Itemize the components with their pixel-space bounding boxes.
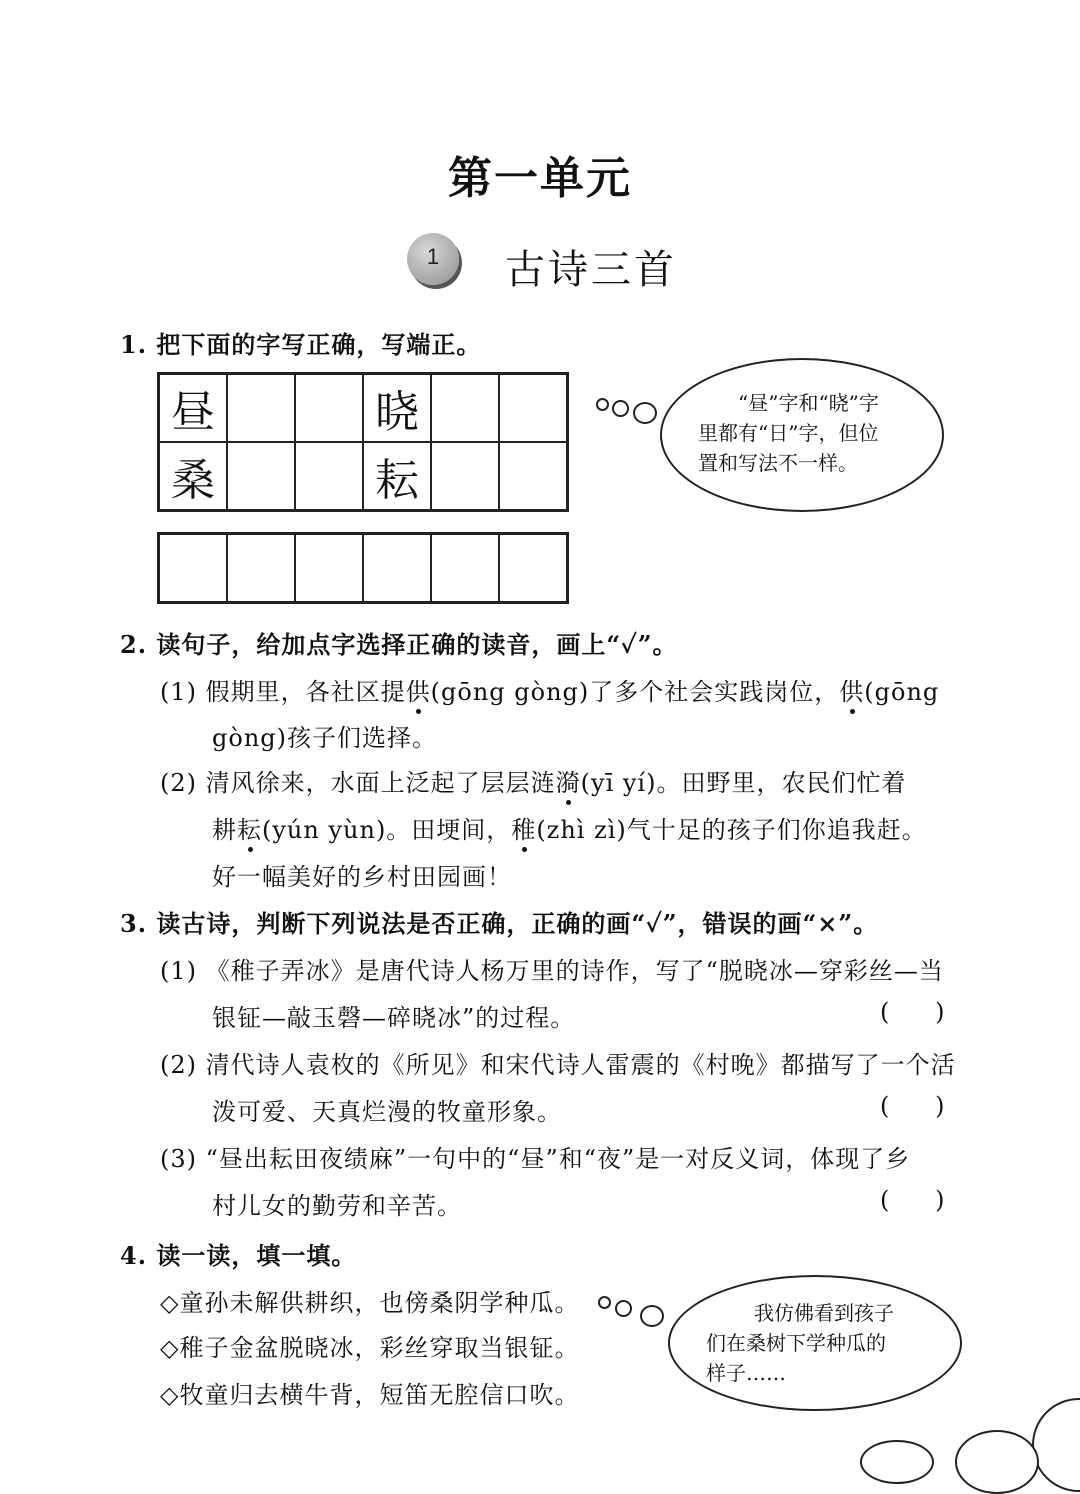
q3-item-3-line-2: 村儿女的勤劳和辛苦。 bbox=[212, 1192, 462, 1220]
grid-row-3 bbox=[159, 534, 568, 603]
poem-line: ◇稚子金盆脱晓冰，彩丝穿取当银钲。 bbox=[160, 1334, 580, 1362]
tip-line: 置和写法不一样。 bbox=[698, 451, 858, 475]
grid-row-2 bbox=[159, 442, 568, 511]
decorative-cloud bbox=[860, 1440, 934, 1484]
thought-bubble-dot bbox=[615, 1300, 632, 1317]
item-number: (2) bbox=[160, 769, 197, 797]
dotted-char: 稚 bbox=[511, 816, 537, 844]
grid-cell[interactable] bbox=[499, 442, 568, 511]
statement-text: “昼出耘田夜绩麻”一句中的“昼”和“夜”是一对反义词，体现了乡 bbox=[205, 1145, 911, 1173]
grid-cell[interactable] bbox=[295, 534, 363, 603]
answer-blank[interactable]: ( ) bbox=[880, 998, 945, 1026]
q2-item-1-line-1 bbox=[160, 672, 939, 707]
item-number: (3) bbox=[160, 1145, 197, 1173]
pinyin-choices[interactable]: (yún yùn)。田埂间， bbox=[262, 816, 512, 844]
tip-cloud-2-text bbox=[706, 1298, 936, 1388]
thought-bubble-dot bbox=[640, 1305, 664, 1327]
tip-line: 样子…… bbox=[706, 1361, 786, 1385]
grid-row-1 bbox=[159, 374, 568, 443]
question-1-heading: 1. 把下面的字写正确，写端正。 bbox=[120, 330, 482, 359]
grid-cell[interactable] bbox=[431, 374, 499, 443]
answer-blank[interactable]: ( ) bbox=[880, 1092, 945, 1120]
writing-grid-2 bbox=[157, 532, 569, 604]
tip-cloud-1-text bbox=[698, 388, 918, 478]
sentence-text: 清风徐来，水面上泛起了层层涟 bbox=[205, 769, 556, 797]
sentence-text: 假期里，各社区提 bbox=[205, 678, 406, 706]
lesson-number-badge: 1 bbox=[407, 233, 459, 285]
thought-bubble-dot bbox=[596, 398, 609, 411]
grid-cell: 昼 bbox=[159, 374, 228, 443]
grid-cell: 桑 bbox=[159, 442, 228, 511]
q3-item-2-line-1 bbox=[160, 1045, 956, 1080]
dotted-char: 供 bbox=[405, 678, 431, 706]
question-3-heading: 3. 读古诗，判断下列说法是否正确，正确的画“✓”，错误的画“×”。 bbox=[120, 909, 879, 938]
q2-item-2-line-1 bbox=[160, 763, 906, 798]
tip-line: 我仿佛看到孩子 bbox=[754, 1301, 894, 1325]
grid-cell[interactable] bbox=[227, 374, 295, 443]
q3-item-2-line-2: 泼可爱、天真烂漫的牧童形象。 bbox=[212, 1098, 562, 1126]
decorative-cloud bbox=[1032, 1398, 1080, 1492]
writing-grid-1 bbox=[157, 372, 569, 512]
tip-line: “昼”字和“晓”字 bbox=[738, 391, 879, 415]
decorative-cloud bbox=[955, 1430, 1039, 1494]
item-number: (1) bbox=[160, 957, 197, 985]
pinyin-choices[interactable]: (gōng bbox=[864, 678, 940, 706]
statement-text: 清代诗人袁枚的《所见》和宋代诗人雷震的《村晚》都描写了一个活 bbox=[205, 1051, 956, 1079]
item-number: (2) bbox=[160, 1051, 197, 1079]
thought-bubble-dot bbox=[612, 400, 629, 417]
q2-item-1-line-2[interactable]: gòng)孩子们选择。 bbox=[212, 724, 437, 752]
thought-bubble-dot bbox=[633, 402, 657, 424]
q2-item-2-line-2 bbox=[212, 810, 927, 845]
grid-cell[interactable] bbox=[295, 374, 363, 443]
q2-item-2-line-3: 好一幅美好的乡村田园画！ bbox=[212, 863, 512, 891]
question-2-heading: 2. 读句子，给加点字选择正确的读音，画上“✓”。 bbox=[120, 630, 678, 659]
grid-cell[interactable] bbox=[227, 442, 295, 511]
poem-line: ◇童孙未解供耕织，也傍桑阴学种瓜。 bbox=[160, 1289, 580, 1317]
sentence-text: 耕 bbox=[212, 816, 237, 844]
poem-line: ◇牧童归去横牛背，短笛无腔信口吹。 bbox=[160, 1381, 580, 1409]
grid-cell[interactable] bbox=[431, 534, 499, 603]
pinyin-choices[interactable]: (gōng gòng)了多个社会实践岗位， bbox=[430, 678, 840, 706]
grid-cell[interactable] bbox=[431, 442, 499, 511]
pinyin-choices[interactable]: (yī yí)。田野里，农民们忙着 bbox=[580, 769, 907, 797]
lesson-title: 古诗三首 bbox=[505, 247, 677, 293]
grid-cell[interactable] bbox=[499, 374, 568, 443]
dotted-char: 漪 bbox=[555, 769, 581, 797]
grid-cell: 耘 bbox=[363, 442, 431, 511]
answer-blank[interactable]: ( ) bbox=[880, 1186, 945, 1214]
dotted-char: 供 bbox=[839, 678, 865, 706]
grid-cell[interactable] bbox=[159, 534, 228, 603]
dotted-char: 耘 bbox=[237, 816, 262, 844]
statement-text: 《稚子弄冰》是唐代诗人杨万里的诗作，写了“脱晓冰—穿彩丝—当 bbox=[205, 957, 944, 985]
tip-line: 里都有“日”字，但位 bbox=[698, 421, 879, 445]
q3-item-1-line-2: 银钲—敲玉磬—碎晓冰”的过程。 bbox=[212, 1004, 576, 1032]
grid-cell[interactable] bbox=[227, 534, 295, 603]
pinyin-choices[interactable]: (zhì zì)气十足的孩子们你追我赶。 bbox=[536, 816, 927, 844]
item-number: (1) bbox=[160, 678, 197, 706]
grid-cell[interactable] bbox=[363, 534, 431, 603]
q3-item-3-line-1 bbox=[160, 1139, 910, 1174]
q3-item-1-line-1 bbox=[160, 951, 944, 986]
unit-title: 第一单元 bbox=[448, 153, 632, 204]
thought-bubble-dot bbox=[598, 1296, 611, 1309]
grid-cell[interactable] bbox=[295, 442, 363, 511]
grid-cell: 晓 bbox=[363, 374, 431, 443]
grid-cell[interactable] bbox=[499, 534, 568, 603]
tip-line: 们在桑树下学种瓜的 bbox=[706, 1331, 886, 1355]
question-4-heading: 4. 读一读，填一填。 bbox=[120, 1241, 357, 1270]
